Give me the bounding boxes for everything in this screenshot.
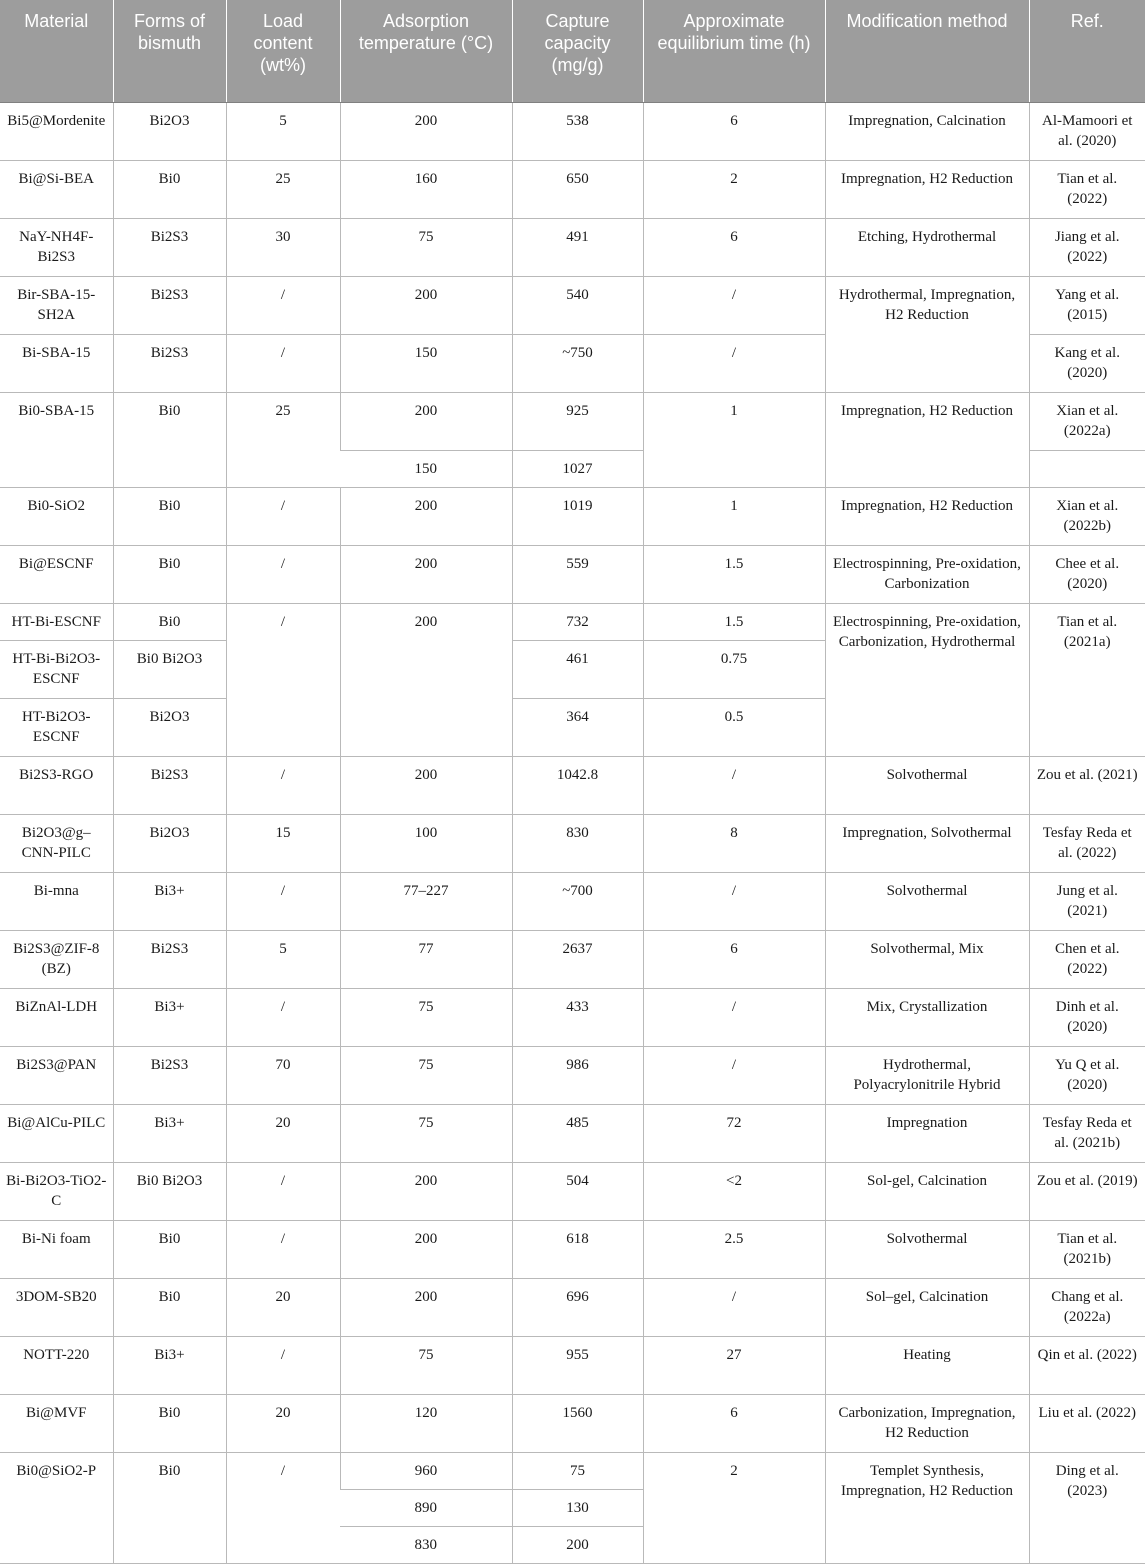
cell-bismuth-form: Bi0	[113, 1279, 226, 1337]
cell-method: Impregnation, H2 Reduction	[825, 393, 1029, 488]
cell-material: HT-Bi-ESCNF	[0, 604, 113, 641]
cell-capacity: 75	[512, 1453, 643, 1490]
cell-load: /	[226, 1163, 340, 1221]
table-row	[0, 161, 1145, 219]
table-row	[0, 393, 1145, 451]
cell-material: Bi2S3@ZIF-8 (BZ)	[0, 931, 113, 989]
cell-bismuth-form: Bi0 Bi2O3	[113, 641, 226, 699]
cell-capacity: 364	[512, 699, 643, 757]
cell-material: Bi@MVF	[0, 1395, 113, 1453]
cell-capacity: 618	[512, 1221, 643, 1279]
table-row	[0, 1221, 1145, 1279]
header-row	[0, 0, 1145, 103]
cell-time: 1.5	[643, 546, 825, 604]
cell-method: Mix, Crystallization	[825, 989, 1029, 1047]
cell-bismuth-form: Bi2O3	[113, 699, 226, 757]
cell-load: 20	[226, 1279, 340, 1337]
cell-temperature: 160	[340, 161, 512, 219]
table-row	[0, 1105, 1145, 1163]
cell-bismuth-form: Bi2S3	[113, 757, 226, 815]
cell-method: Impregnation, H2 Reduction	[825, 161, 1029, 219]
cell-ref: Jiang et al. (2022)	[1029, 219, 1145, 277]
cell-temperature: 960	[340, 1453, 512, 1490]
cell-temperature: 200	[340, 546, 512, 604]
cell-temperature: 150	[340, 451, 512, 488]
cell-bismuth-form: Bi2O3	[113, 103, 226, 161]
cell-capacity: 559	[512, 546, 643, 604]
cell-material: Bir-SBA-15-SH2A	[0, 277, 113, 335]
cell-material: Bi-Ni foam	[0, 1221, 113, 1279]
cell-time: 2.5	[643, 1221, 825, 1279]
cell-load: 25	[226, 393, 340, 488]
cell-capacity: 1560	[512, 1395, 643, 1453]
cell-method: Impregnation, Solvothermal	[825, 815, 1029, 873]
cell-capacity: 1027	[512, 451, 643, 488]
cell-material: Bi0@SiO2-P	[0, 1453, 113, 1564]
cell-time: <2	[643, 1163, 825, 1221]
cell-capacity: 650	[512, 161, 643, 219]
cell-load: 15	[226, 815, 340, 873]
cell-method: Solvothermal, Mix	[825, 931, 1029, 989]
cell-time: 6	[643, 931, 825, 989]
table-row	[0, 103, 1145, 161]
table-row	[0, 219, 1145, 277]
cell-method: Impregnation	[825, 1105, 1029, 1163]
cell-bismuth-form: Bi0	[113, 488, 226, 546]
cell-bismuth-form: Bi2S3	[113, 335, 226, 393]
cell-bismuth-form: Bi3+	[113, 989, 226, 1047]
cell-bismuth-form: Bi0	[113, 1221, 226, 1279]
cell-time: 1.5	[643, 604, 825, 641]
cell-temperature: 75	[340, 219, 512, 277]
cell-ref: Xian et al. (2022b)	[1029, 488, 1145, 546]
cell-load: /	[226, 604, 340, 757]
table-row	[0, 277, 1145, 335]
cell-material: Bi@ESCNF	[0, 546, 113, 604]
cell-capacity: 732	[512, 604, 643, 641]
cell-capacity: 1042.8	[512, 757, 643, 815]
cell-time: 2	[643, 1453, 825, 1564]
cell-time: 1	[643, 393, 825, 488]
cell-time: 6	[643, 1395, 825, 1453]
cell-bismuth-form: Bi2S3	[113, 931, 226, 989]
cell-load: /	[226, 1453, 340, 1564]
cell-time: 6	[643, 219, 825, 277]
cell-temperature: 200	[340, 1163, 512, 1221]
header-ref: Ref.	[1029, 0, 1145, 103]
cell-time: /	[643, 1047, 825, 1105]
cell-method: Etching, Hydrothermal	[825, 219, 1029, 277]
cell-time: 8	[643, 815, 825, 873]
cell-load: /	[226, 757, 340, 815]
cell-temperature: 200	[340, 393, 512, 451]
cell-bismuth-form: Bi0	[113, 393, 226, 488]
cell-ref: Chee et al. (2020)	[1029, 546, 1145, 604]
cell-capacity: 955	[512, 1337, 643, 1395]
table-row	[0, 1163, 1145, 1221]
table-row	[0, 1395, 1145, 1453]
cell-load: /	[226, 546, 340, 604]
header-adsorption-temperature: Adsorption temperature (°C)	[340, 0, 512, 103]
cell-material: HT-Bi2O3-ESCNF	[0, 699, 113, 757]
cell-method: Solvothermal	[825, 757, 1029, 815]
cell-ref: Chen et al. (2022)	[1029, 931, 1145, 989]
cell-method: Impregnation, Calcination	[825, 103, 1029, 161]
cell-bismuth-form: Bi2S3	[113, 219, 226, 277]
cell-method: Templet Synthesis, Impregnation, H2 Reduction	[825, 1453, 1029, 1564]
cell-capacity: 433	[512, 989, 643, 1047]
cell-bismuth-form: Bi0	[113, 161, 226, 219]
table-row	[0, 1279, 1145, 1337]
cell-method: Electrospinning, Pre-oxidation, Carbonization, Hydrothermal	[825, 604, 1029, 757]
cell-bismuth-form: Bi0	[113, 1453, 226, 1564]
cell-load: /	[226, 488, 340, 546]
cell-load: 25	[226, 161, 340, 219]
header-capture-capacity: Capture capacity (mg/g)	[512, 0, 643, 103]
cell-bismuth-form: Bi2S3	[113, 277, 226, 335]
cell-method: Solvothermal	[825, 873, 1029, 931]
cell-time: /	[643, 873, 825, 931]
header-equilibrium-time: Approximate equilibrium time (h)	[643, 0, 825, 103]
cell-capacity: 1019	[512, 488, 643, 546]
cell-temperature: 77–227	[340, 873, 512, 931]
cell-material: Bi@AlCu-PILC	[0, 1105, 113, 1163]
cell-method: Sol-gel, Calcination	[825, 1163, 1029, 1221]
cell-temperature: 75	[340, 1047, 512, 1105]
cell-material: Bi0-SBA-15	[0, 393, 113, 488]
cell-ref: Xian et al. (2022a)	[1029, 393, 1145, 451]
cell-load: 30	[226, 219, 340, 277]
cell-material: Bi2O3@g–CNN-PILC	[0, 815, 113, 873]
cell-material: Bi-Bi2O3-TiO2-C	[0, 1163, 113, 1221]
table-row	[0, 546, 1145, 604]
cell-method: Carbonization, Impregnation, H2 Reduction	[825, 1395, 1029, 1453]
cell-time: /	[643, 989, 825, 1047]
cell-temperature: 150	[340, 335, 512, 393]
cell-ref: Tesfay Reda et al. (2022)	[1029, 815, 1145, 873]
cell-temperature: 200	[340, 488, 512, 546]
cell-material: Bi5@Mordenite	[0, 103, 113, 161]
cell-ref: Kang et al. (2020)	[1029, 335, 1145, 393]
table-row	[0, 1453, 1145, 1490]
cell-temperature: 200	[340, 277, 512, 335]
cell-capacity: 200	[512, 1527, 643, 1564]
cell-capacity: 540	[512, 277, 643, 335]
cell-temperature: 200	[340, 103, 512, 161]
cell-time: 72	[643, 1105, 825, 1163]
cell-material: Bi2S3-RGO	[0, 757, 113, 815]
cell-load: 20	[226, 1395, 340, 1453]
cell-time: 2	[643, 161, 825, 219]
cell-material: Bi-SBA-15	[0, 335, 113, 393]
cell-time: /	[643, 1279, 825, 1337]
cell-bismuth-form: Bi3+	[113, 1105, 226, 1163]
table-row	[0, 1047, 1145, 1105]
cell-capacity: 504	[512, 1163, 643, 1221]
cell-bismuth-form: Bi0	[113, 1395, 226, 1453]
header-material: Material	[0, 0, 113, 103]
table-row	[0, 488, 1145, 546]
table-row	[0, 604, 1145, 641]
cell-ref: Dinh et al. (2020)	[1029, 989, 1145, 1047]
cell-capacity: 2637	[512, 931, 643, 989]
cell-ref: Liu et al. (2022)	[1029, 1395, 1145, 1453]
cell-ref: Tesfay Reda et al. (2021b)	[1029, 1105, 1145, 1163]
cell-ref: Zou et al. (2019)	[1029, 1163, 1145, 1221]
cell-material: Bi@Si-BEA	[0, 161, 113, 219]
cell-time: /	[643, 335, 825, 393]
cell-method: Hydrothermal, Polyacrylonitrile Hybrid	[825, 1047, 1029, 1105]
cell-time: /	[643, 757, 825, 815]
cell-bismuth-form: Bi3+	[113, 873, 226, 931]
cell-ref: Al-Mamoori et al. (2020)	[1029, 103, 1145, 161]
cell-ref	[1029, 451, 1145, 488]
cell-capacity: 830	[512, 815, 643, 873]
cell-material: NOTT-220	[0, 1337, 113, 1395]
cell-capacity: ~700	[512, 873, 643, 931]
cell-capacity: ~750	[512, 335, 643, 393]
cell-material: 3DOM-SB20	[0, 1279, 113, 1337]
cell-method: Heating	[825, 1337, 1029, 1395]
cell-load: /	[226, 989, 340, 1047]
cell-ref: Chang et al. (2022a)	[1029, 1279, 1145, 1337]
cell-load: /	[226, 1221, 340, 1279]
cell-ref: Tian et al. (2022)	[1029, 161, 1145, 219]
cell-capacity: 485	[512, 1105, 643, 1163]
cell-temperature: 75	[340, 1105, 512, 1163]
cell-load: 5	[226, 931, 340, 989]
cell-temperature: 890	[340, 1490, 512, 1527]
cell-capacity: 696	[512, 1279, 643, 1337]
cell-ref: Yang et al. (2015)	[1029, 277, 1145, 335]
cell-method: Solvothermal	[825, 1221, 1029, 1279]
cell-bismuth-form: Bi0	[113, 546, 226, 604]
cell-method: Electrospinning, Pre-oxidation, Carbonization	[825, 546, 1029, 604]
cell-load: 70	[226, 1047, 340, 1105]
cell-capacity: 130	[512, 1490, 643, 1527]
cell-load: 5	[226, 103, 340, 161]
cell-load: 20	[226, 1105, 340, 1163]
cell-material: Bi-mna	[0, 873, 113, 931]
cell-material: BiZnAl-LDH	[0, 989, 113, 1047]
cell-temperature: 75	[340, 989, 512, 1047]
cell-temperature: 200	[340, 1221, 512, 1279]
cell-ref: Ding et al. (2023)	[1029, 1453, 1145, 1564]
cell-time: 0.75	[643, 641, 825, 699]
cell-temperature: 75	[340, 1337, 512, 1395]
cell-material: HT-Bi-Bi2O3-ESCNF	[0, 641, 113, 699]
header-modification-method: Modification method	[825, 0, 1029, 103]
cell-ref: Jung et al. (2021)	[1029, 873, 1145, 931]
cell-capacity: 986	[512, 1047, 643, 1105]
cell-material: Bi2S3@PAN	[0, 1047, 113, 1105]
cell-material: NaY-NH4F-Bi2S3	[0, 219, 113, 277]
cell-method: Sol–gel, Calcination	[825, 1279, 1029, 1337]
cell-time: /	[643, 277, 825, 335]
cell-method: Hydrothermal, Impregnation, H2 Reduction	[825, 277, 1029, 393]
cell-ref: Yu Q et al. (2020)	[1029, 1047, 1145, 1105]
cell-capacity: 538	[512, 103, 643, 161]
table-row	[0, 931, 1145, 989]
table-row	[0, 757, 1145, 815]
cell-material: Bi0-SiO2	[0, 488, 113, 546]
cell-temperature: 77	[340, 931, 512, 989]
cell-capacity: 925	[512, 393, 643, 451]
cell-ref: Zou et al. (2021)	[1029, 757, 1145, 815]
cell-temperature: 120	[340, 1395, 512, 1453]
table-row	[0, 815, 1145, 873]
cell-time: 6	[643, 103, 825, 161]
cell-load: /	[226, 873, 340, 931]
cell-ref: Tian et al. (2021a)	[1029, 604, 1145, 757]
cell-ref: Tian et al. (2021b)	[1029, 1221, 1145, 1279]
cell-time: 0.5	[643, 699, 825, 757]
header-load-content: Load content (wt%)	[226, 0, 340, 103]
cell-load: /	[226, 277, 340, 335]
table-row	[0, 873, 1145, 931]
cell-time: 1	[643, 488, 825, 546]
cell-temperature: 200	[340, 604, 512, 757]
cell-time: 27	[643, 1337, 825, 1395]
cell-bismuth-form: Bi2O3	[113, 815, 226, 873]
cell-method: Impregnation, H2 Reduction	[825, 488, 1029, 546]
table-row	[0, 1337, 1145, 1395]
cell-ref: Qin et al. (2022)	[1029, 1337, 1145, 1395]
cell-temperature: 100	[340, 815, 512, 873]
table-row	[0, 989, 1145, 1047]
cell-bismuth-form: Bi0	[113, 604, 226, 641]
cell-bismuth-form: Bi2S3	[113, 1047, 226, 1105]
cell-temperature: 200	[340, 1279, 512, 1337]
cell-capacity: 491	[512, 219, 643, 277]
cell-load: /	[226, 335, 340, 393]
cell-temperature: 200	[340, 757, 512, 815]
cell-capacity: 461	[512, 641, 643, 699]
cell-temperature: 830	[340, 1527, 512, 1564]
cell-load: /	[226, 1337, 340, 1395]
header-forms-of-bismuth: Forms of bismuth	[113, 0, 226, 103]
cell-bismuth-form: Bi3+	[113, 1337, 226, 1395]
cell-bismuth-form: Bi0 Bi2O3	[113, 1163, 226, 1221]
